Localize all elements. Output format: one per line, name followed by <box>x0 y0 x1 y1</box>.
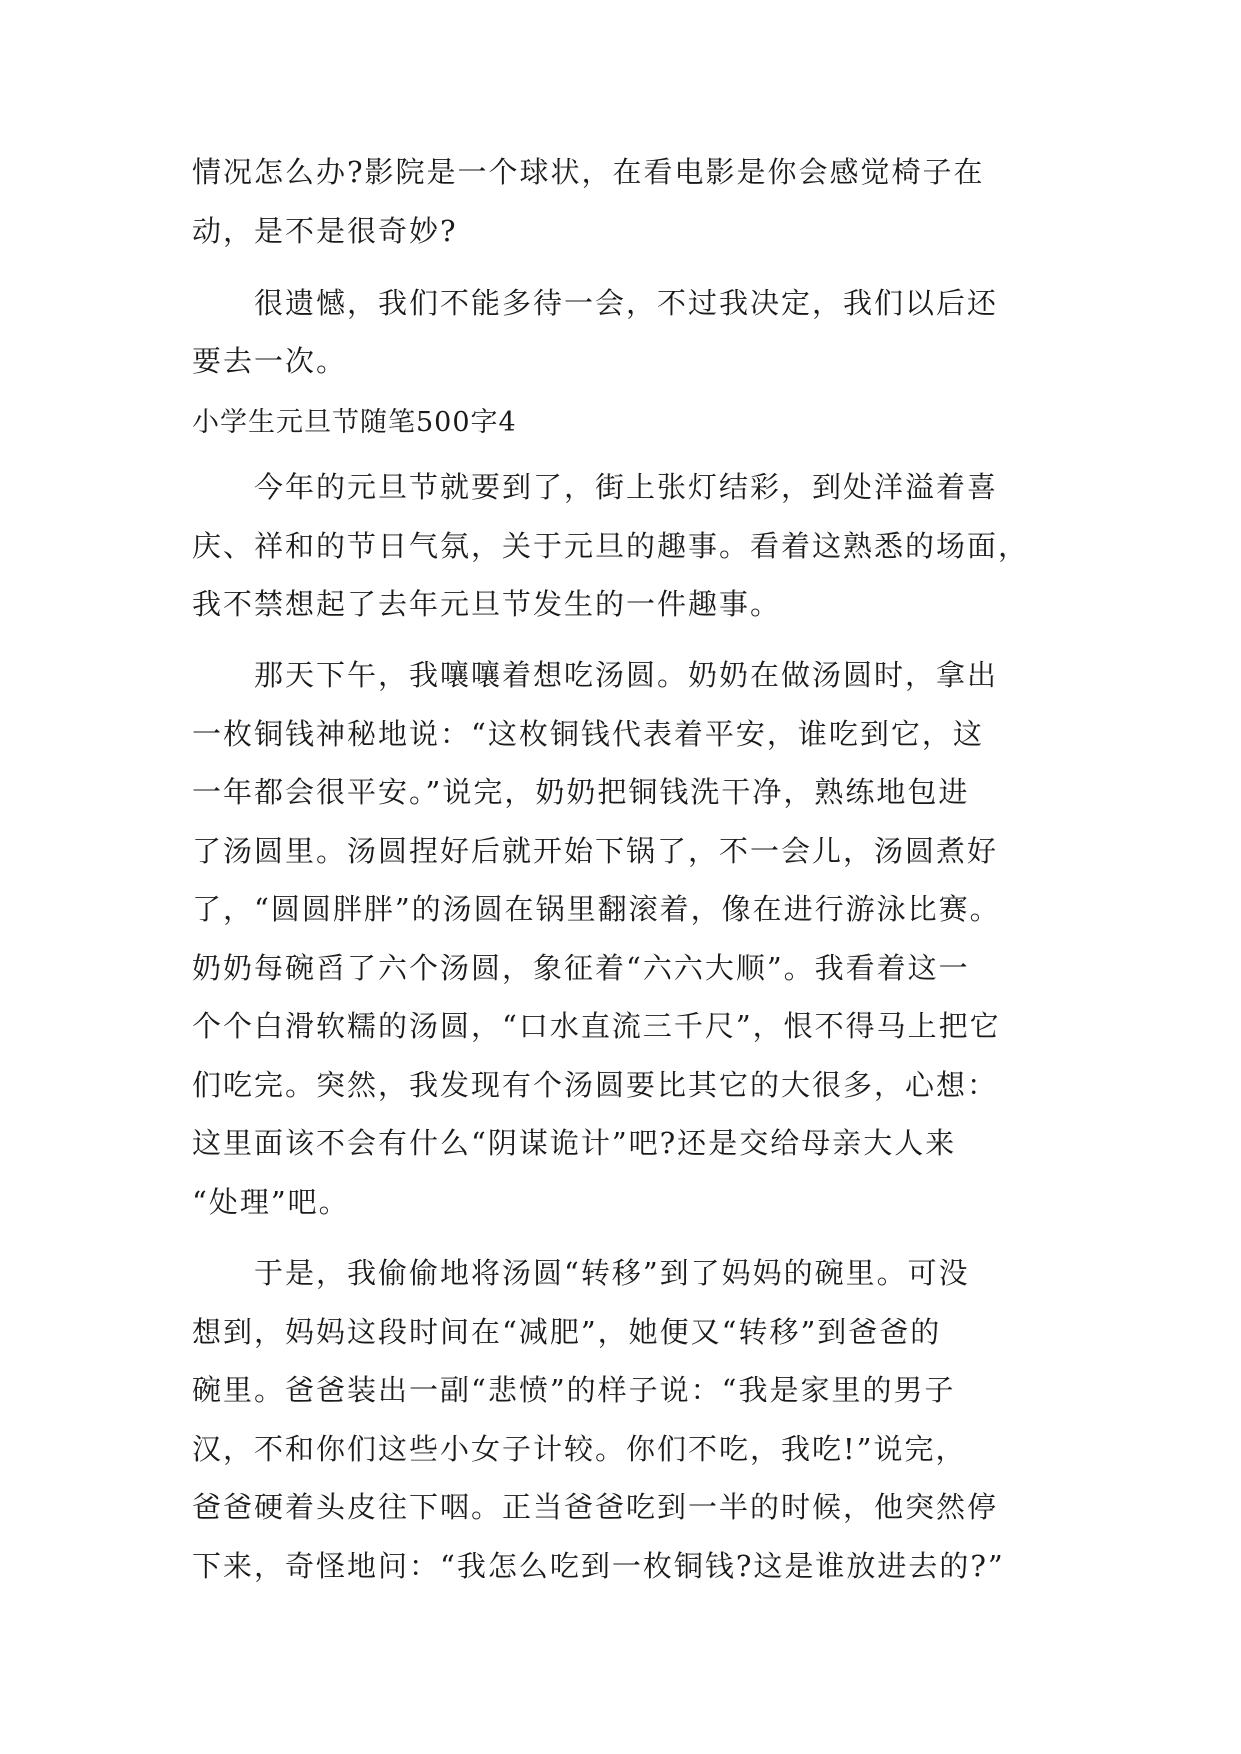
paragraph-line: 庆、祥和的节日气氛，关于元旦的趣事。看着这熟悉的场面， <box>192 529 1030 563</box>
paragraph-line: 一枚铜钱神秘地说：“这枚铜钱代表着平安，谁吃到它，这 <box>192 717 984 751</box>
paragraph-line: 汉，不和你们这些小女子计较。你们不吃，我吃!”说完， <box>192 1432 967 1466</box>
paragraph-line: 一年都会很平安。”说完，奶奶把铜钱洗干净，熟练地包进 <box>192 775 970 809</box>
paragraph-line: 们吃完。突然，我发现有个汤圆要比其它的大很多，心想： <box>192 1068 999 1102</box>
paragraph-line: 碗里。爸爸装出一副“悲愤”的样子说：“我是家里的男子 <box>192 1373 956 1407</box>
paragraph-line: 很遗憾，我们不能多待一会，不过我决定，我们以后还 <box>192 286 999 320</box>
paragraph-line: 要去一次。 <box>192 344 348 378</box>
paragraph-line: 于是，我偷偷地将汤圆“转移”到了妈妈的碗里。可没 <box>192 1256 970 1290</box>
paragraph-line: 个个白滑软糯的汤圆，“口水直流三千尺”，恨不得马上把它 <box>192 1009 1001 1043</box>
paragraph-line: 这里面该不会有什么“阴谋诡计”吧?还是交给母亲大人来 <box>192 1126 957 1160</box>
section-heading: 小学生元旦节随笔500字4 <box>192 407 517 438</box>
paragraph-line: 情况怎么办?影院是一个球状，在看电影是你会感觉椅子在 <box>192 155 985 189</box>
paragraph-line: “处理”吧。 <box>192 1185 350 1219</box>
paragraph-line: 那天下午，我嚷嚷着想吃汤圆。奶奶在做汤圆时，拿出 <box>192 658 999 692</box>
paragraph-line: 了，“圆圆胖胖”的汤圆在锅里翻滚着，像在进行游泳比赛。 <box>192 892 1001 926</box>
paragraph-line: 想到，妈妈这段时间在“减肥”，她便又“转移”到爸爸的 <box>192 1315 942 1349</box>
paragraph-line: 奶奶每碗舀了六个汤圆，象征着“六六大顺”。我看着这一 <box>192 951 970 985</box>
paragraph-line: 爸爸硬着头皮往下咽。正当爸爸吃到一半的时候，他突然停 <box>192 1490 999 1524</box>
paragraph-line: 下来，奇怪地问：“我怎么吃到一枚铜钱?这是谁放进去的?” <box>192 1549 1005 1583</box>
paragraph-line: 我不禁想起了去年元旦节发生的一件趣事。 <box>192 587 782 621</box>
paragraph-line: 了汤圆里。汤圆捏好后就开始下锅了，不一会儿，汤圆煮好 <box>192 834 999 868</box>
paragraph-line: 今年的元旦节就要到了，街上张灯结彩，到处洋溢着喜 <box>192 470 999 504</box>
paragraph-line: 动，是不是很奇妙? <box>192 214 458 248</box>
